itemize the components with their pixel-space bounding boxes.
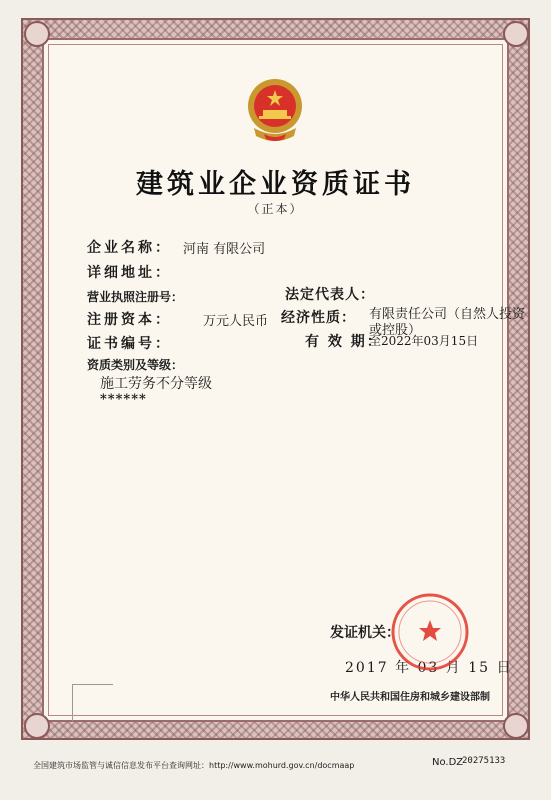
corner-ornament xyxy=(503,713,529,739)
legal-representative-label: 法定代表人： xyxy=(285,287,375,303)
footer-notice: 全国建筑市场监管与诚信信息发布平台查询网址：http://www.mohurd.gov.cn/docmaap xyxy=(33,761,355,770)
official-seal-icon xyxy=(390,592,470,672)
national-emblem-icon xyxy=(244,76,306,146)
corner-ornament xyxy=(503,21,529,47)
economic-nature-value-cont: 或控股） xyxy=(369,323,422,338)
validity-label: 有 效 期： xyxy=(305,334,383,350)
validity-value: 至2022年03月15日 xyxy=(369,334,479,348)
corner-ornament xyxy=(24,21,50,47)
certificate-subtitle: （正本） xyxy=(247,202,304,216)
qualification-stars: ****** xyxy=(100,392,147,407)
registered-capital-label: 注册资本： xyxy=(87,312,172,328)
certificate-number-label: 证书编号： xyxy=(87,336,172,352)
company-name-value: 河南 有限公司 xyxy=(183,242,266,257)
qualification-label: 资质类别及等级： xyxy=(87,358,184,372)
certificate-no-label: No.DZ xyxy=(432,757,464,768)
issue-date: 2017 年 03 月 15 日 xyxy=(345,660,513,676)
issuing-authority-label: 发证机关： xyxy=(330,625,400,641)
economic-nature-label: 经济性质： xyxy=(281,310,356,326)
license-number-label: 营业执照注册号： xyxy=(87,290,184,304)
qualification-value: 施工劳务不分等级 xyxy=(100,376,212,392)
economic-nature-value: 有限责任公司（自然人投资 xyxy=(369,307,526,322)
corner-ornament xyxy=(24,713,50,739)
certificate-serial: 20275133 xyxy=(462,756,506,766)
company-name-label: 企业名称： xyxy=(87,240,172,256)
certificate-title: 建筑业企业资质证书 xyxy=(136,169,415,200)
corner-mark xyxy=(72,684,113,721)
registered-capital-value: 万元人民币 xyxy=(203,314,269,329)
issuer-maker: 中华人民共和国住房和城乡建设部制 xyxy=(330,692,490,703)
address-label: 详细地址： xyxy=(87,265,172,281)
